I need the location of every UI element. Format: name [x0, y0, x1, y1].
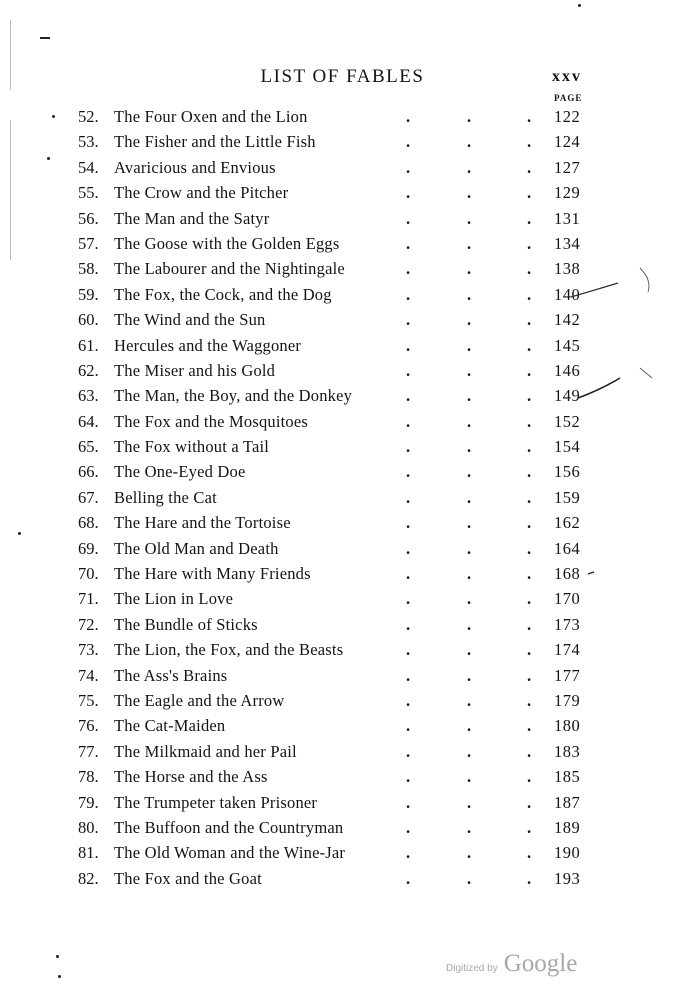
fable-number: 61. — [78, 335, 99, 355]
leader-dot: . — [526, 335, 532, 355]
fable-title: The Four Oxen and the Lion — [114, 107, 308, 126]
leader-dot: . — [466, 665, 472, 685]
leader-dot: . — [466, 690, 472, 710]
fable-page-number: 177 — [554, 665, 581, 685]
running-title: LIST OF FABLES — [260, 66, 425, 87]
leader-dot: . — [466, 183, 472, 203]
leader-dot: . — [466, 792, 472, 812]
leader-dot: . — [526, 386, 532, 406]
leader-dot: . — [466, 513, 472, 533]
fable-number: 53. — [78, 132, 99, 152]
leader-dot: . — [466, 589, 472, 609]
leader-dot: . — [405, 767, 411, 787]
leader-dot: . — [466, 640, 472, 660]
leader-dot: . — [466, 233, 472, 253]
fable-title: The One-Eyed Doe — [114, 462, 246, 482]
leader-dot: . — [405, 386, 411, 406]
leader-dot: . — [466, 259, 472, 279]
fable-page-number: 170 — [554, 589, 581, 609]
fable-page-number: 142 — [554, 310, 581, 330]
fable-number: 52. — [78, 107, 99, 126]
fable-title: The Fox and the Goat — [114, 868, 262, 888]
fable-page-number: 124 — [554, 132, 581, 152]
fable-number: 59. — [78, 284, 99, 304]
leader-dot: . — [526, 843, 532, 863]
leader-dot: . — [526, 538, 532, 558]
fable-title: Avaricious and Envious — [114, 157, 276, 177]
fable-page-number: 122 — [554, 107, 581, 126]
page-column-label: PAGE — [554, 93, 583, 103]
fable-number: 74. — [78, 665, 99, 685]
fable-title: The Horse and the Ass — [114, 767, 268, 787]
fable-page-number: 190 — [554, 843, 581, 863]
leader-dot: . — [405, 792, 411, 812]
fable-title: The Lion, the Fox, and the Beasts — [114, 640, 344, 660]
watermark-brand: Google — [503, 950, 578, 977]
fable-number: 57. — [78, 233, 99, 253]
leader-dot: . — [526, 487, 532, 507]
leader-dot: . — [526, 640, 532, 660]
leader-dot: . — [405, 564, 411, 584]
leader-dot: . — [466, 817, 472, 837]
leader-dot: . — [526, 259, 532, 279]
leader-dot: . — [466, 208, 472, 228]
leader-dot: . — [526, 767, 532, 787]
leader-dot: . — [466, 386, 472, 406]
fable-number: 73. — [78, 640, 99, 660]
leader-dot: . — [405, 437, 411, 457]
fable-page-number: 145 — [554, 335, 581, 355]
fable-title: The Old Man and Death — [114, 538, 279, 558]
fable-page-number: 179 — [554, 690, 581, 710]
fable-page-number: 193 — [554, 868, 581, 888]
leader-dot: . — [526, 614, 532, 634]
leader-dot: . — [466, 462, 472, 482]
fable-title: The Fox and the Mosquitoes — [114, 411, 309, 431]
leader-dot: . — [466, 767, 472, 787]
fable-title: The Goose with the Golden Eggs — [114, 233, 340, 253]
leader-dot: . — [526, 183, 532, 203]
leader-dot: . — [526, 868, 532, 888]
leader-dot: . — [405, 233, 411, 253]
fable-title: The Eagle and the Arrow — [114, 690, 285, 710]
leader-dot: . — [405, 411, 411, 431]
fable-title: The Old Woman and the Wine-Jar — [114, 843, 346, 863]
fable-title: The Fox, the Cock, and the Dog — [114, 284, 332, 304]
leader-dot: . — [526, 513, 532, 533]
leader-dot: . — [466, 487, 472, 507]
fable-page-number: 159 — [554, 487, 581, 507]
leader-dot: . — [405, 843, 411, 863]
leader-dot: . — [466, 716, 472, 736]
fable-title: The Miser and his Gold — [114, 360, 276, 380]
fable-page-number: 129 — [554, 183, 581, 203]
page-number: xxv — [552, 68, 582, 85]
leader-dot: . — [526, 665, 532, 685]
leader-dot: . — [405, 487, 411, 507]
leader-dot: . — [526, 233, 532, 253]
fable-title: The Crow and the Pitcher — [114, 183, 289, 203]
fable-number: 68. — [78, 513, 99, 533]
leader-dot: . — [405, 157, 411, 177]
leader-dot: . — [405, 183, 411, 203]
leader-dot: . — [405, 208, 411, 228]
watermark-prefix: Digitized by — [446, 963, 498, 974]
leader-dot: . — [405, 360, 411, 380]
leader-dot: . — [405, 614, 411, 634]
fable-number: 67. — [78, 487, 99, 507]
leader-dot: . — [405, 640, 411, 660]
leader-dot: . — [405, 538, 411, 558]
leader-dot: . — [466, 107, 472, 126]
leader-dot: . — [526, 437, 532, 457]
fable-page-number: 187 — [554, 792, 581, 812]
fable-title: The Man and the Satyr — [114, 208, 270, 228]
leader-dot: . — [405, 310, 411, 330]
fable-number: 62. — [78, 360, 99, 380]
fable-title: The Buffoon and the Countryman — [114, 817, 344, 837]
fable-page-number: 164 — [554, 538, 581, 558]
leader-dot: . — [405, 817, 411, 837]
leader-dot: . — [466, 437, 472, 457]
fable-page-number: 127 — [554, 157, 581, 177]
leader-dot: . — [466, 157, 472, 177]
leader-dot: . — [466, 335, 472, 355]
fable-title: Hercules and the Waggoner — [114, 335, 302, 355]
fable-page-number: 162 — [554, 513, 581, 533]
leader-dot: . — [405, 513, 411, 533]
leader-dot: . — [466, 411, 472, 431]
pencil-mark — [578, 378, 620, 398]
fable-page-number: 149 — [554, 386, 581, 406]
fable-number: 54. — [78, 157, 99, 177]
leader-dot: . — [526, 589, 532, 609]
fable-page-number: 146 — [554, 360, 581, 380]
leader-dot: . — [405, 132, 411, 152]
leader-dot: . — [526, 462, 532, 482]
leader-dot: . — [466, 360, 472, 380]
leader-dot: . — [405, 690, 411, 710]
fable-number: 66. — [78, 462, 99, 482]
fable-title: The Ass's Brains — [114, 665, 228, 685]
fable-page-number: 183 — [554, 741, 581, 761]
fable-number: 76. — [78, 716, 99, 736]
leader-dot: . — [405, 716, 411, 736]
fable-title: The Wind and the Sun — [114, 310, 266, 330]
fable-number: 77. — [78, 741, 99, 761]
fable-number: 75. — [78, 690, 99, 710]
fable-title: The Lion in Love — [114, 589, 234, 609]
fable-number: 72. — [78, 614, 99, 634]
leader-dot: . — [466, 868, 472, 888]
leader-dot: . — [526, 741, 532, 761]
leader-dot: . — [405, 335, 411, 355]
fable-number: 65. — [78, 437, 99, 457]
leader-dot: . — [405, 259, 411, 279]
fable-title: The Man, the Boy, and the Donkey — [114, 386, 353, 406]
leader-dot: . — [526, 107, 532, 126]
fable-page-number: 168 — [554, 564, 581, 584]
leader-dot: . — [405, 741, 411, 761]
leader-dot: . — [466, 538, 472, 558]
fable-page-number: 189 — [554, 817, 581, 837]
fable-number: 69. — [78, 538, 99, 558]
fable-page-number: 156 — [554, 462, 581, 482]
fable-page-number: 173 — [554, 614, 581, 634]
fable-title: Belling the Cat — [114, 487, 217, 507]
leader-dot: . — [526, 157, 532, 177]
leader-dot: . — [466, 284, 472, 304]
fable-title: The Trumpeter taken Prisoner — [114, 792, 318, 812]
fable-title: The Fisher and the Little Fish — [114, 132, 316, 152]
fable-title: The Bundle of Sticks — [114, 614, 258, 634]
leader-dot: . — [466, 132, 472, 152]
fable-page-number: 138 — [554, 259, 581, 279]
leader-dot: . — [466, 843, 472, 863]
leader-dot: . — [405, 665, 411, 685]
leader-dot: . — [526, 564, 532, 584]
fable-number: 64. — [78, 411, 99, 431]
fable-number: 82. — [78, 868, 99, 888]
fable-number: 58. — [78, 259, 99, 279]
leader-dot: . — [526, 411, 532, 431]
leader-dot: . — [405, 284, 411, 304]
fable-number: 63. — [78, 386, 99, 406]
leader-dot: . — [466, 614, 472, 634]
leader-dot: . — [405, 868, 411, 888]
leader-dot: . — [526, 284, 532, 304]
fable-page-number: 180 — [554, 716, 581, 736]
fable-title: The Cat-Maiden — [114, 716, 226, 736]
pencil-mark — [640, 268, 649, 292]
fable-number: 79. — [78, 792, 99, 812]
leader-dot: . — [466, 564, 472, 584]
leader-dot: . — [526, 132, 532, 152]
leader-dot: . — [405, 589, 411, 609]
fable-page-number: 140 — [554, 284, 581, 304]
fable-number: 70. — [78, 564, 99, 584]
fable-title: The Fox without a Tail — [114, 437, 270, 457]
pencil-mark — [640, 368, 652, 378]
fable-title: The Hare and the Tortoise — [114, 513, 291, 533]
fable-title: The Milkmaid and her Pail — [114, 741, 297, 761]
leader-dot: . — [526, 310, 532, 330]
fable-page-number: 185 — [554, 767, 581, 787]
leader-dot: . — [466, 741, 472, 761]
fable-number: 56. — [78, 208, 99, 228]
leader-dot: . — [466, 310, 472, 330]
leader-dot: . — [526, 690, 532, 710]
pencil-mark — [571, 283, 618, 297]
fable-number: 81. — [78, 843, 99, 863]
google-watermark — [446, 950, 577, 978]
fable-number: 55. — [78, 183, 99, 203]
fable-page-number: 152 — [554, 411, 581, 431]
fable-page-number: 174 — [554, 640, 581, 660]
pencil-mark — [588, 572, 594, 574]
fable-title: The Hare with Many Friends — [114, 564, 311, 584]
fable-number: 78. — [78, 767, 99, 787]
fable-number: 71. — [78, 589, 99, 609]
leader-dot: . — [405, 107, 411, 126]
fable-page-number: 154 — [554, 437, 581, 457]
leader-dot: . — [526, 817, 532, 837]
leader-dot: . — [526, 360, 532, 380]
leader-dot: . — [526, 716, 532, 736]
leader-dot: . — [405, 462, 411, 482]
fable-number: 60. — [78, 310, 99, 330]
leader-dot: . — [526, 208, 532, 228]
fable-title: The Labourer and the Nightingale — [114, 259, 345, 279]
fable-page-number: 134 — [554, 233, 581, 253]
fable-number: 80. — [78, 817, 99, 837]
fable-page-number: 131 — [554, 208, 581, 228]
leader-dot: . — [526, 792, 532, 812]
